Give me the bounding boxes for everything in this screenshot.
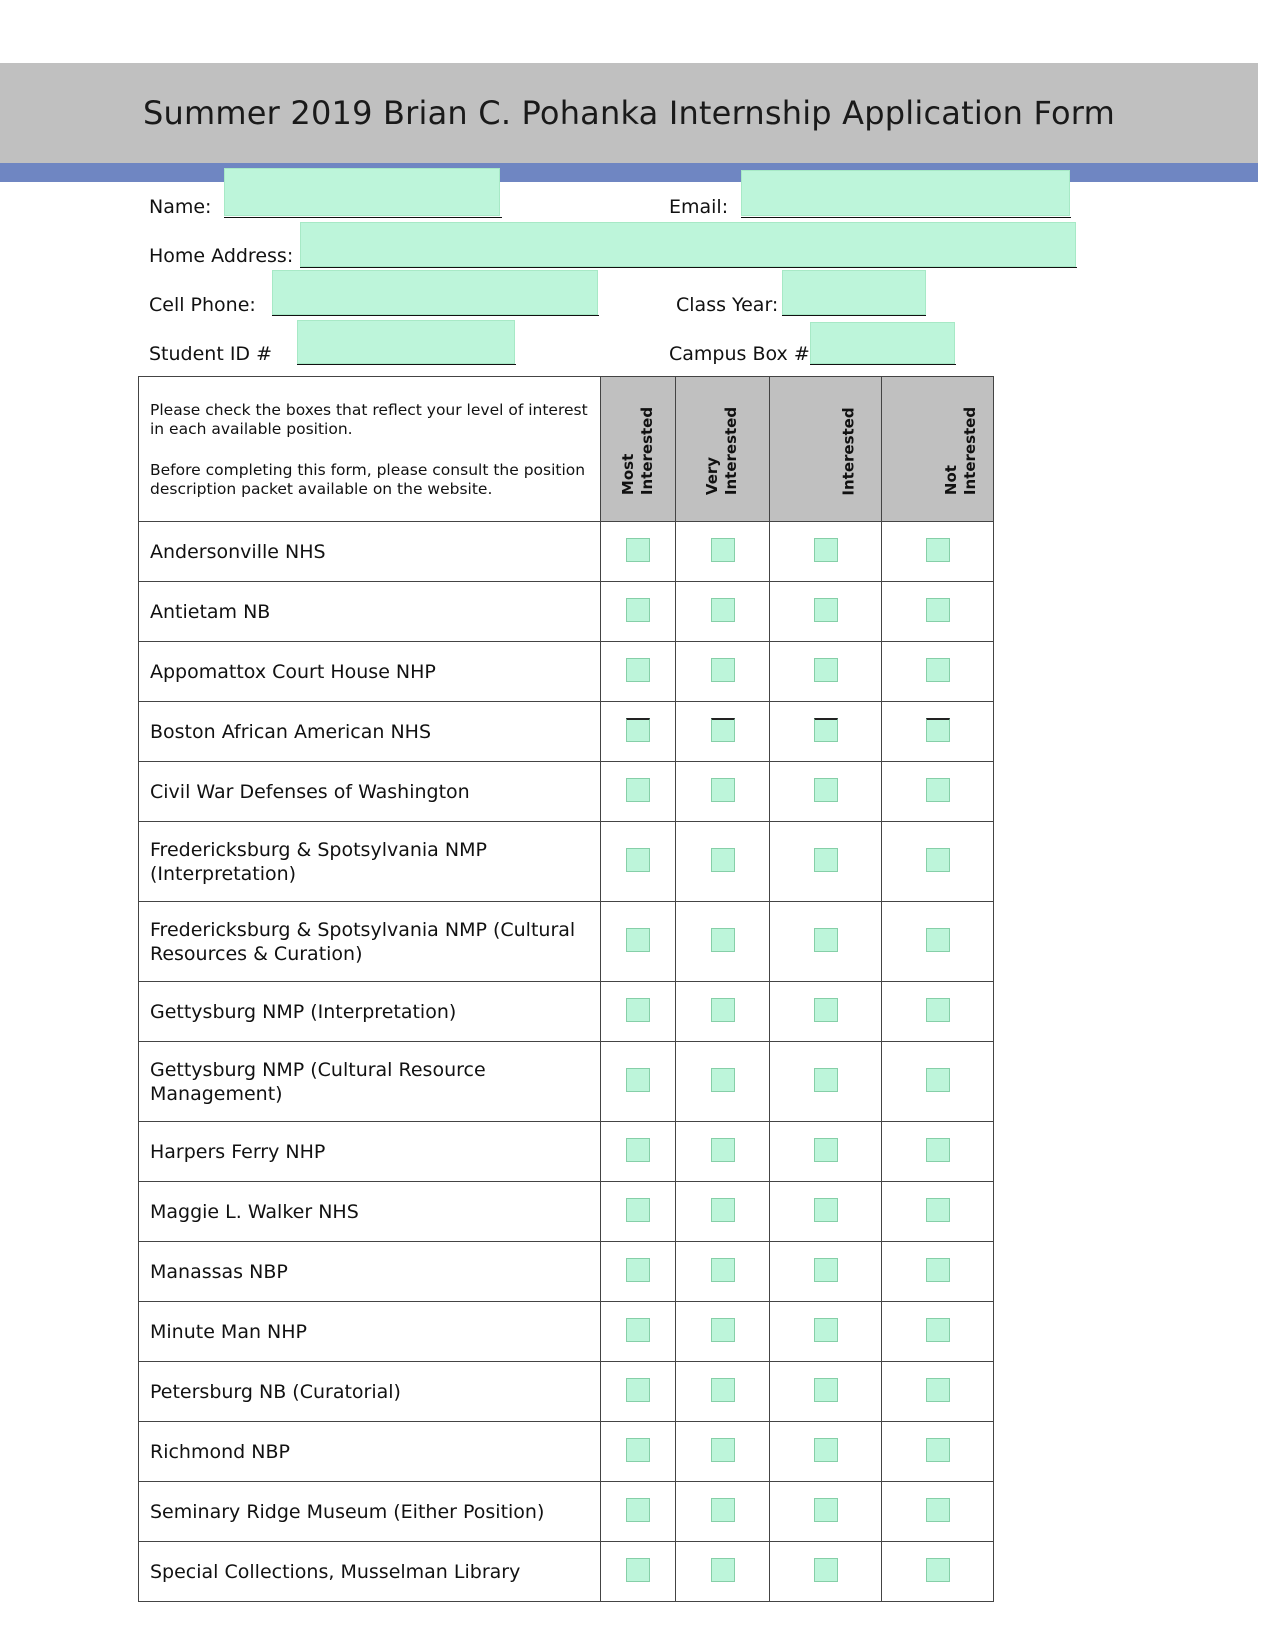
checkbox-very-interested[interactable] bbox=[711, 1378, 735, 1402]
checkbox-very-interested[interactable] bbox=[711, 538, 735, 562]
table-header-row bbox=[139, 377, 994, 522]
address-underline bbox=[300, 267, 1077, 268]
checkbox-not-interested[interactable] bbox=[926, 1068, 950, 1092]
table-row bbox=[139, 582, 994, 642]
table-row bbox=[139, 1042, 994, 1122]
checkbox-cell-interested bbox=[770, 702, 882, 762]
checkbox-interested[interactable] bbox=[814, 538, 838, 562]
checkbox-interested[interactable] bbox=[814, 1258, 838, 1282]
table-row bbox=[139, 522, 994, 582]
header-band bbox=[0, 63, 1258, 163]
checkbox-very-interested[interactable] bbox=[711, 1498, 735, 1522]
name-underline bbox=[224, 217, 502, 218]
checkbox-cell-most-interested bbox=[601, 1042, 676, 1122]
checkbox-very-interested[interactable] bbox=[711, 1258, 735, 1282]
checkbox-interested[interactable] bbox=[814, 1558, 838, 1582]
checkbox-most-interested[interactable] bbox=[626, 598, 650, 622]
column-header-very-interested bbox=[676, 377, 770, 522]
column-header-line: Most bbox=[619, 453, 637, 496]
checkbox-most-interested[interactable] bbox=[626, 1378, 650, 1402]
checkbox-cell-not-interested bbox=[882, 642, 994, 702]
column-header-line: Interested bbox=[961, 406, 980, 496]
position-name: Civil War Defenses of Washington bbox=[139, 762, 601, 822]
table-row bbox=[139, 1542, 994, 1602]
checkbox-most-interested[interactable] bbox=[626, 718, 650, 742]
checkbox-cell-interested bbox=[770, 1422, 882, 1482]
table-row bbox=[139, 822, 994, 902]
checkbox-cell-interested bbox=[770, 762, 882, 822]
checkbox-not-interested[interactable] bbox=[926, 1438, 950, 1462]
checkbox-cell-most-interested bbox=[601, 1482, 676, 1542]
checkbox-very-interested[interactable] bbox=[711, 658, 735, 682]
page-title: Summer 2019 Brian C. Pohanka Internship Application Form bbox=[143, 94, 1115, 132]
checkbox-cell-very-interested bbox=[676, 1482, 770, 1542]
checkbox-cell-interested bbox=[770, 582, 882, 642]
checkbox-cell-interested bbox=[770, 1542, 882, 1602]
checkbox-cell-not-interested bbox=[882, 1302, 994, 1362]
checkbox-cell-very-interested bbox=[676, 1182, 770, 1242]
position-name: Richmond NBP bbox=[139, 1422, 601, 1482]
checkbox-most-interested[interactable] bbox=[626, 1198, 650, 1222]
checkbox-most-interested[interactable] bbox=[626, 848, 650, 872]
class-year-field[interactable] bbox=[782, 270, 926, 315]
name-label: Name: bbox=[149, 196, 212, 218]
table-row bbox=[139, 1122, 994, 1182]
table-row bbox=[139, 1302, 994, 1362]
checkbox-most-interested[interactable] bbox=[626, 1498, 650, 1522]
checkbox-cell-not-interested bbox=[882, 1482, 994, 1542]
table-row bbox=[139, 1422, 994, 1482]
checkbox-cell-not-interested bbox=[882, 1362, 994, 1422]
checkbox-cell-very-interested bbox=[676, 702, 770, 762]
checkbox-cell-not-interested bbox=[882, 522, 994, 582]
column-header-line: Interested bbox=[638, 406, 656, 496]
position-name: Petersburg NB (Curatorial) bbox=[139, 1362, 601, 1422]
name-field[interactable] bbox=[224, 168, 500, 216]
position-name: Manassas NBP bbox=[139, 1242, 601, 1302]
checkbox-cell-most-interested bbox=[601, 1302, 676, 1362]
position-name: Fredericksburg & Spotsylvania NMP (Cultural Resources & Curation) bbox=[139, 902, 601, 982]
checkbox-interested[interactable] bbox=[814, 1198, 838, 1222]
checkbox-cell-very-interested bbox=[676, 642, 770, 702]
checkbox-interested[interactable] bbox=[814, 1068, 838, 1092]
position-name: Appomattox Court House NHP bbox=[139, 642, 601, 702]
checkbox-cell-most-interested bbox=[601, 902, 676, 982]
checkbox-very-interested[interactable] bbox=[711, 1068, 735, 1092]
checkbox-cell-not-interested bbox=[882, 982, 994, 1042]
class-year-underline bbox=[782, 315, 926, 316]
checkbox-cell-most-interested bbox=[601, 1242, 676, 1302]
position-name: Minute Man NHP bbox=[139, 1302, 601, 1362]
checkbox-cell-not-interested bbox=[882, 1182, 994, 1242]
position-name: Maggie L. Walker NHS bbox=[139, 1182, 601, 1242]
checkbox-cell-interested bbox=[770, 522, 882, 582]
checkbox-cell-interested bbox=[770, 902, 882, 982]
column-header-most-interested bbox=[601, 377, 676, 522]
checkbox-cell-most-interested bbox=[601, 522, 676, 582]
table-row bbox=[139, 1482, 994, 1542]
position-name: Fredericksburg & Spotsylvania NMP (Interpretation) bbox=[139, 822, 601, 902]
checkbox-not-interested[interactable] bbox=[926, 778, 950, 802]
phone-underline bbox=[272, 315, 599, 316]
position-name: Special Collections, Musselman Library bbox=[139, 1542, 601, 1602]
checkbox-very-interested[interactable] bbox=[711, 1438, 735, 1462]
checkbox-cell-very-interested bbox=[676, 822, 770, 902]
checkbox-cell-interested bbox=[770, 642, 882, 702]
checkbox-cell-interested bbox=[770, 1242, 882, 1302]
checkbox-most-interested[interactable] bbox=[626, 778, 650, 802]
position-name: Boston African American NHS bbox=[139, 702, 601, 762]
checkbox-not-interested[interactable] bbox=[926, 1558, 950, 1582]
checkbox-cell-most-interested bbox=[601, 982, 676, 1042]
checkbox-most-interested[interactable] bbox=[626, 1558, 650, 1582]
checkbox-cell-not-interested bbox=[882, 1122, 994, 1182]
table-row bbox=[139, 1242, 994, 1302]
checkbox-interested[interactable] bbox=[814, 598, 838, 622]
checkbox-cell-most-interested bbox=[601, 1362, 676, 1422]
column-header-line: Very bbox=[703, 456, 722, 496]
checkbox-very-interested[interactable] bbox=[711, 1318, 735, 1342]
checkbox-interested[interactable] bbox=[814, 1378, 838, 1402]
checkbox-not-interested[interactable] bbox=[926, 658, 950, 682]
table-row bbox=[139, 762, 994, 822]
checkbox-cell-most-interested bbox=[601, 642, 676, 702]
table-row bbox=[139, 702, 994, 762]
checkbox-cell-interested bbox=[770, 982, 882, 1042]
position-name: Harpers Ferry NHP bbox=[139, 1122, 601, 1182]
checkbox-cell-very-interested bbox=[676, 762, 770, 822]
checkbox-not-interested[interactable] bbox=[926, 928, 950, 952]
email-label: Email: bbox=[669, 196, 729, 218]
checkbox-cell-most-interested bbox=[601, 1422, 676, 1482]
campus-box-label: Campus Box # bbox=[669, 343, 810, 365]
checkbox-cell-very-interested bbox=[676, 902, 770, 982]
checkbox-cell-not-interested bbox=[882, 1042, 994, 1122]
checkbox-interested[interactable] bbox=[814, 998, 838, 1022]
campus-box-underline bbox=[810, 364, 956, 365]
checkbox-cell-very-interested bbox=[676, 1302, 770, 1362]
checkbox-not-interested[interactable] bbox=[926, 998, 950, 1022]
class-year-label: Class Year: bbox=[676, 294, 779, 316]
checkbox-most-interested[interactable] bbox=[626, 998, 650, 1022]
checkbox-not-interested[interactable] bbox=[926, 1258, 950, 1282]
checkbox-cell-very-interested bbox=[676, 1042, 770, 1122]
checkbox-cell-most-interested bbox=[601, 702, 676, 762]
checkbox-cell-not-interested bbox=[882, 1422, 994, 1482]
checkbox-very-interested[interactable] bbox=[711, 598, 735, 622]
campus-box-field[interactable] bbox=[810, 322, 955, 364]
checkbox-most-interested[interactable] bbox=[626, 658, 650, 682]
checkbox-cell-very-interested bbox=[676, 1422, 770, 1482]
checkbox-very-interested[interactable] bbox=[711, 718, 735, 742]
checkbox-cell-most-interested bbox=[601, 1182, 676, 1242]
checkbox-cell-very-interested bbox=[676, 522, 770, 582]
checkbox-not-interested[interactable] bbox=[926, 1198, 950, 1222]
checkbox-not-interested[interactable] bbox=[926, 538, 950, 562]
checkbox-very-interested[interactable] bbox=[711, 998, 735, 1022]
email-underline bbox=[741, 217, 1071, 218]
position-name: Seminary Ridge Museum (Either Position) bbox=[139, 1482, 601, 1542]
checkbox-most-interested[interactable] bbox=[626, 538, 650, 562]
checkbox-cell-very-interested bbox=[676, 1122, 770, 1182]
column-header-line: Not bbox=[942, 465, 961, 496]
checkbox-interested[interactable] bbox=[814, 1138, 838, 1162]
checkbox-most-interested[interactable] bbox=[626, 1438, 650, 1462]
checkbox-not-interested[interactable] bbox=[926, 1138, 950, 1162]
checkbox-interested[interactable] bbox=[814, 928, 838, 952]
checkbox-interested[interactable] bbox=[814, 658, 838, 682]
table-row bbox=[139, 1182, 994, 1242]
checkbox-cell-very-interested bbox=[676, 982, 770, 1042]
checkbox-cell-not-interested bbox=[882, 902, 994, 982]
checkbox-cell-very-interested bbox=[676, 1362, 770, 1422]
column-header-line: Interested bbox=[840, 406, 858, 496]
table-row bbox=[139, 642, 994, 702]
table-row bbox=[139, 982, 994, 1042]
checkbox-cell-not-interested bbox=[882, 582, 994, 642]
checkbox-very-interested[interactable] bbox=[711, 1558, 735, 1582]
checkbox-cell-not-interested bbox=[882, 762, 994, 822]
checkbox-interested[interactable] bbox=[814, 1318, 838, 1342]
checkbox-cell-interested bbox=[770, 822, 882, 902]
position-name: Gettysburg NMP (Cultural Resource Management) bbox=[139, 1042, 601, 1122]
table-row bbox=[139, 1362, 994, 1422]
student-id-label: Student ID # bbox=[149, 343, 273, 365]
instructions-text-1: Please check the boxes that reflect your level of interest in each available position. bbox=[150, 401, 588, 438]
address-label: Home Address: bbox=[149, 245, 294, 267]
checkbox-most-interested[interactable] bbox=[626, 1318, 650, 1342]
checkbox-most-interested[interactable] bbox=[626, 928, 650, 952]
checkbox-not-interested[interactable] bbox=[926, 598, 950, 622]
checkbox-cell-very-interested bbox=[676, 582, 770, 642]
checkbox-cell-not-interested bbox=[882, 702, 994, 762]
position-name: Andersonville NHS bbox=[139, 522, 601, 582]
checkbox-cell-very-interested bbox=[676, 1242, 770, 1302]
instructions-cell bbox=[139, 377, 601, 522]
checkbox-cell-interested bbox=[770, 1302, 882, 1362]
checkbox-not-interested[interactable] bbox=[926, 1318, 950, 1342]
phone-field[interactable] bbox=[272, 270, 598, 315]
checkbox-cell-interested bbox=[770, 1122, 882, 1182]
checkbox-interested[interactable] bbox=[814, 848, 838, 872]
email-field[interactable] bbox=[741, 170, 1070, 216]
checkbox-most-interested[interactable] bbox=[626, 1258, 650, 1282]
checkbox-cell-interested bbox=[770, 1362, 882, 1422]
checkbox-interested[interactable] bbox=[814, 778, 838, 802]
checkbox-very-interested[interactable] bbox=[711, 1198, 735, 1222]
phone-label: Cell Phone: bbox=[149, 294, 256, 316]
checkbox-cell-very-interested bbox=[676, 1542, 770, 1602]
position-name: Gettysburg NMP (Interpretation) bbox=[139, 982, 601, 1042]
checkbox-cell-interested bbox=[770, 1182, 882, 1242]
checkbox-cell-not-interested bbox=[882, 1542, 994, 1602]
table-row bbox=[139, 902, 994, 982]
position-name: Antietam NB bbox=[139, 582, 601, 642]
column-header-not-interested bbox=[882, 377, 994, 522]
checkbox-very-interested[interactable] bbox=[711, 1138, 735, 1162]
checkbox-most-interested[interactable] bbox=[626, 1068, 650, 1092]
checkbox-cell-most-interested bbox=[601, 822, 676, 902]
instructions-text-2: Before completing this form, please consult the position description packet available on the website. bbox=[150, 461, 586, 498]
column-header-interested bbox=[770, 377, 882, 522]
checkbox-cell-most-interested bbox=[601, 762, 676, 822]
checkbox-very-interested[interactable] bbox=[711, 778, 735, 802]
checkbox-interested[interactable] bbox=[814, 718, 838, 742]
checkbox-cell-interested bbox=[770, 1482, 882, 1542]
checkbox-cell-not-interested bbox=[882, 822, 994, 902]
checkbox-cell-not-interested bbox=[882, 1242, 994, 1302]
checkbox-cell-most-interested bbox=[601, 1542, 676, 1602]
student-id-field[interactable] bbox=[297, 320, 515, 364]
checkbox-not-interested[interactable] bbox=[926, 718, 950, 742]
checkbox-not-interested[interactable] bbox=[926, 848, 950, 872]
checkbox-cell-most-interested bbox=[601, 1122, 676, 1182]
checkbox-not-interested[interactable] bbox=[926, 1378, 950, 1402]
checkbox-cell-interested bbox=[770, 1042, 882, 1122]
column-header-line: Interested bbox=[722, 406, 741, 496]
checkbox-cell-most-interested bbox=[601, 582, 676, 642]
checkbox-interested[interactable] bbox=[814, 1498, 838, 1522]
checkbox-very-interested[interactable] bbox=[711, 928, 735, 952]
checkbox-not-interested[interactable] bbox=[926, 1498, 950, 1522]
address-field[interactable] bbox=[300, 222, 1076, 267]
checkbox-very-interested[interactable] bbox=[711, 848, 735, 872]
student-id-underline bbox=[297, 364, 516, 365]
positions-table bbox=[138, 376, 994, 1602]
checkbox-most-interested[interactable] bbox=[626, 1138, 650, 1162]
checkbox-interested[interactable] bbox=[814, 1438, 838, 1462]
